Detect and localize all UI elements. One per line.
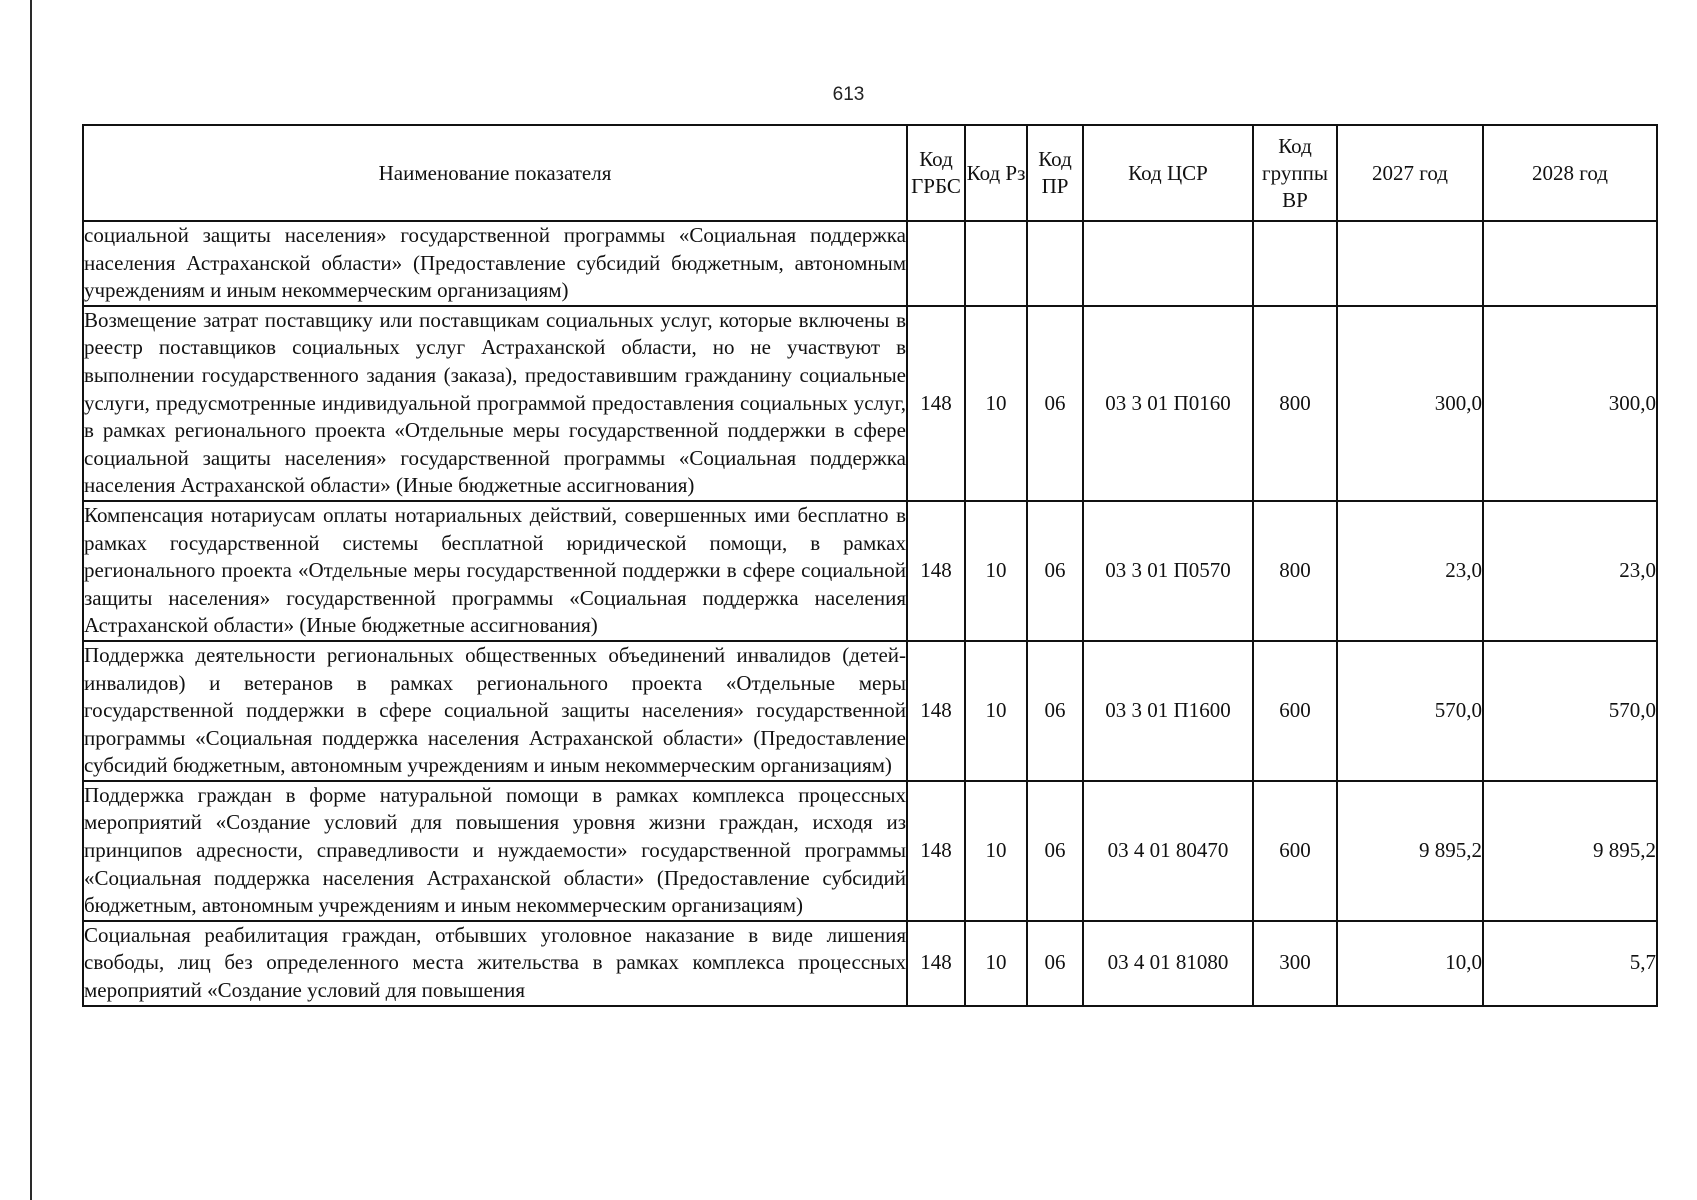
row-grbs: 148 [907,641,965,781]
row-2027: 9 895,2 [1337,781,1483,921]
row-2028 [1483,221,1657,306]
row-vr: 300 [1253,921,1337,1006]
row-rz: 10 [965,641,1027,781]
row-vr: 600 [1253,781,1337,921]
row-csr: 03 3 01 П0570 [1083,501,1253,641]
row-name: Компенсация нотариусам оплаты нотариальных действий, совершенных ими бесплатно в рамках государственной системы бесплатной юридической помощи, в рамках регионального проекта «Отдельные меры государственной поддержки в сфере социальной защиты населения» государственной программы «Социальная поддержка населения Астраханской области» (Иные бюджетные ассигнования) [83,501,907,641]
header-2028: 2028 год [1483,125,1657,221]
row-name: Возмещение затрат поставщику или поставщикам социальных услуг, которые включены в реестр поставщиков социальных услуг Астраханской области, но не участвуют в выполнении государственного задания (заказа), предоставившим гражданину социальные услуги, предусмотренные индивидуальной программой предоставления социальных услуг, в рамках регионального проекта «Отдельные меры государственной поддержки в сфере социальной защиты населения» государственной программы «Социальная поддержка населения Астраханской области» (Иные бюджетные ассигнования) [83,306,907,501]
row-pr: 06 [1027,306,1083,501]
header-pr: Код ПР [1027,125,1083,221]
row-2028: 300,0 [1483,306,1657,501]
table-header-row [83,125,1657,221]
header-csr: Код ЦСР [1083,125,1253,221]
row-rz: 10 [965,921,1027,1006]
row-name: социальной защиты населения» государственной программы «Социальная поддержка населения Астраханской области» (Предоставление субсидий бюджетным, автономным учреждениям и иным некоммерческим организациям) [83,221,907,306]
table-row [83,501,1657,641]
row-2027 [1337,221,1483,306]
row-grbs: 148 [907,501,965,641]
row-2027: 23,0 [1337,501,1483,641]
row-rz: 10 [965,501,1027,641]
row-name: Поддержка деятельности региональных общественных объединений инвалидов (детей-инвалидов) и ветеранов в рамках регионального проекта «Отдельные меры государственной поддержки в сфере социальной защиты населения» государственной программы «Социальная поддержка населения Астраханской области» (Предоставление субсидий бюджетным, автономным учреждениям и иным некоммерческим организациям) [83,641,907,781]
row-2028: 23,0 [1483,501,1657,641]
row-rz [965,221,1027,306]
table-row [83,921,1657,1006]
row-2028: 5,7 [1483,921,1657,1006]
row-rz: 10 [965,781,1027,921]
row-vr: 600 [1253,641,1337,781]
table-row [83,221,1657,306]
table-row [83,781,1657,921]
row-2028: 9 895,2 [1483,781,1657,921]
row-vr: 800 [1253,306,1337,501]
row-2027: 10,0 [1337,921,1483,1006]
row-csr [1083,221,1253,306]
header-2027: 2027 год [1337,125,1483,221]
row-2028: 570,0 [1483,641,1657,781]
row-rz: 10 [965,306,1027,501]
table-row [83,641,1657,781]
header-name: Наименование показателя [83,125,907,221]
header-grbs: Код ГРБС [907,125,965,221]
row-grbs [907,221,965,306]
row-name: Социальная реабилитация граждан, отбывших уголовное наказание в виде лишения свободы, лиц без определенного места жительства в рамках комплекса процессных мероприятий «Создание условий для повышения [83,921,907,1006]
row-csr: 03 3 01 П1600 [1083,641,1253,781]
row-pr [1027,221,1083,306]
row-csr: 03 3 01 П0160 [1083,306,1253,501]
header-vr: Код группы ВР [1253,125,1337,221]
row-pr: 06 [1027,501,1083,641]
page-number: 613 [832,84,865,105]
row-csr: 03 4 01 81080 [1083,921,1253,1006]
row-2027: 570,0 [1337,641,1483,781]
header-rz: Код Рз [965,125,1027,221]
row-pr: 06 [1027,921,1083,1006]
row-pr: 06 [1027,641,1083,781]
row-vr [1253,221,1337,306]
left-margin-rule [30,0,32,1200]
row-2027: 300,0 [1337,306,1483,501]
row-name: Поддержка граждан в форме натуральной помощи в рамках комплекса процессных мероприятий «Создание условий для повышения уровня жизни граждан, исходя из принципов адресности, справедливости и нуждаемости» государственной программы «Социальная поддержка населения Астраханской области» (Предоставление субсидий бюджетным, автономным учреждениям и иным некоммерческим организациям) [83,781,907,921]
table-row [83,306,1657,501]
row-pr: 06 [1027,781,1083,921]
row-csr: 03 4 01 80470 [1083,781,1253,921]
row-grbs: 148 [907,921,965,1006]
row-grbs: 148 [907,306,965,501]
budget-table [82,124,1658,1007]
row-vr: 800 [1253,501,1337,641]
row-grbs: 148 [907,781,965,921]
